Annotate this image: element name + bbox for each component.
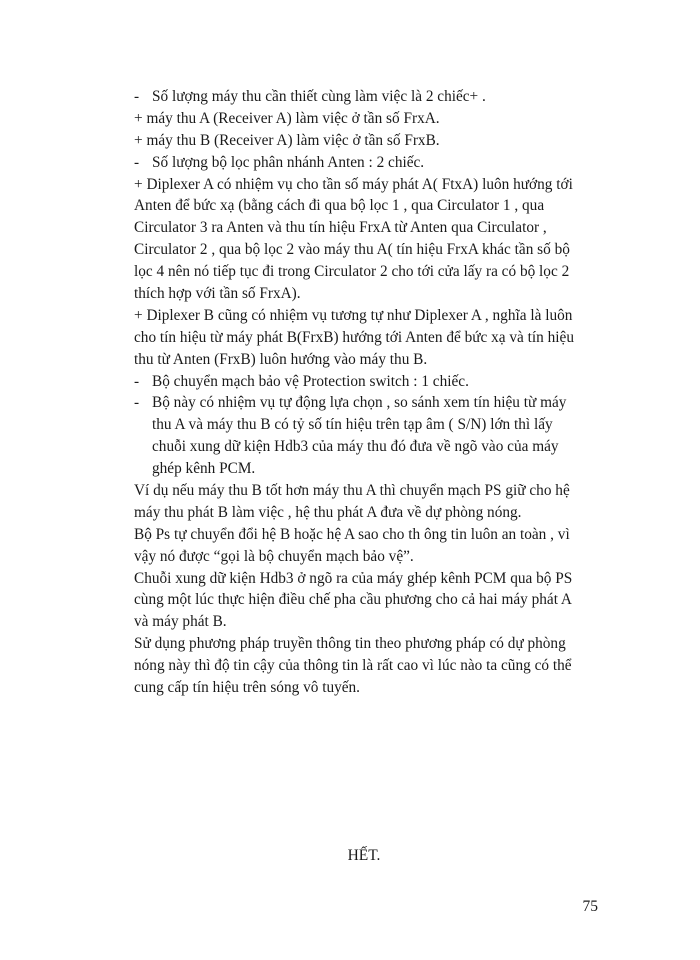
page-number: 75 — [582, 898, 598, 915]
bullet-dash: - — [134, 372, 140, 390]
text-line: chuỗi xung dữ kiện Hdb3 của máy thu đó đưa về ngõ vào của máy — [152, 438, 559, 456]
bullet-text: Số lượng máy thu cần thiết cùng làm việc là 2 chiếc+ . — [152, 88, 486, 105]
paragraph-example — [134, 480, 602, 524]
text-line: vậy nó được “gọi là bộ chuyển mạch bảo vệ”. — [134, 547, 414, 565]
end-mark: HẾT. — [347, 847, 381, 864]
bullet-text: Bộ chuyển mạch bảo vệ Protection switch : 1 chiếc. — [152, 372, 469, 390]
text-line: thích hợp với tần số FrxA). — [134, 285, 301, 303]
bullet-item — [134, 86, 602, 108]
text-line: + máy thu A (Receiver A) làm việc ở tần số FrxA. — [134, 109, 440, 127]
bullet-dash: - — [134, 88, 140, 105]
paragraph-hdb3 — [134, 568, 602, 634]
bullet-dash: - — [134, 153, 140, 171]
text-line: ghép kênh PCM. — [152, 460, 256, 478]
bullet-dash: - — [134, 394, 140, 412]
text-line: cùng một lúc thực hiện điều chế pha cầu phương cho cả hai máy phát A — [134, 591, 572, 609]
text-line: Chuỗi xung dữ kiện Hdb3 ở ngõ ra của máy ghép kênh PCM qua bộ PS — [134, 569, 573, 587]
text-line: Bộ Ps tự chuyển đổi hệ B hoặc hệ A sao cho th ông tin luôn an toàn , vì — [134, 525, 570, 543]
text-line: thu từ Anten (FrxB) luôn hướng vào máy thu B. — [134, 350, 428, 368]
text-line: Circulator 2 , qua bộ lọc 2 vào máy thu A( tín hiệu FrxA khác tần số bộ — [134, 241, 570, 259]
text-line: cho tín hiệu từ máy phát B(FrxB) hướng tới Anten để bức xạ và tín hiệu — [134, 328, 574, 346]
paragraph-ps — [134, 524, 602, 568]
text-line: Bộ này có nhiệm vụ tự động lựa chọn , so sánh xem tín hiệu từ máy — [152, 394, 567, 412]
text-line: + Diplexer B cũng có nhiệm vụ tương tự như Diplexer A , nghĩa là luôn — [134, 306, 573, 324]
text-line: Circulator 3 ra Anten và thu tín hiệu FrxA từ Anten qua Circulator , — [134, 219, 547, 237]
text-line: và máy phát B. — [134, 613, 227, 631]
paragraph-diplexer-b — [134, 305, 602, 371]
bullet-item — [134, 152, 602, 174]
text-line: máy thu phát B làm việc , hệ thu phát A đưa về dự phòng nóng. — [134, 503, 522, 521]
text-line: thu A và máy thu B có tỷ số tín hiệu trên tạp âm ( S/N) lớn thì lấy — [152, 416, 553, 434]
text-line: cung cấp tín hiệu trên sóng vô tuyến. — [134, 679, 361, 697]
body-text — [134, 86, 602, 699]
paragraph-diplexer-a — [134, 174, 602, 305]
paragraph-reliability — [134, 633, 602, 699]
bullet-text-block — [152, 392, 566, 480]
text-line: + Diplexer A có nhiệm vụ cho tần số máy phát A( FtxA) luôn hướng tới — [134, 175, 573, 193]
bullet-text: Số lượng bộ lọc phân nhánh Anten : 2 chiếc. — [152, 153, 425, 171]
text-line: Ví dụ nếu máy thu B tốt hơn máy thu A thì chuyển mạch PS giữ cho hệ — [134, 482, 570, 500]
text-line: Anten để bức xạ (bằng cách đi qua bộ lọc 1 , qua Circulator 1 , qua — [134, 197, 545, 215]
text-line: + máy thu B (Receiver A) làm việc ở tần số FrxB. — [134, 131, 440, 149]
bullet-item — [134, 371, 602, 393]
bullet-item — [134, 392, 602, 480]
text-line: lọc 4 nên nó tiếp tục đi trong Circulator 2 cho tới cửa lấy ra có bộ lọc 2 — [134, 263, 570, 281]
text-line: nóng này thì độ tin cậy của thông tin là rất cao vì lúc nào ta cũng có thể — [134, 657, 572, 675]
text-line: Sử dụng phương pháp truyền thông tin theo phương pháp có dự phòng — [134, 635, 566, 653]
